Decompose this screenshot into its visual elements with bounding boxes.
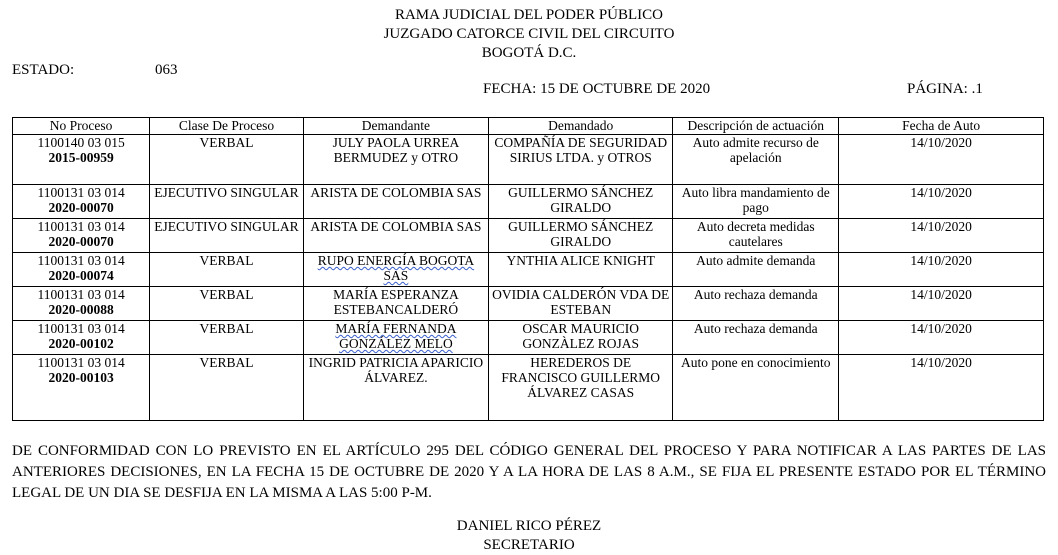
header-no-proceso: No Proceso [13,118,150,135]
header-line-1: RAMA JUDICIAL DEL PODER PÚBLICO [394,7,664,23]
proceso-cell [13,135,150,185]
signature-title: SECRETARIO [483,537,575,553]
table-row [13,355,1044,421]
demandado-cell: YNTHIA ALICE KNIGHT [489,253,673,287]
clase-cell: EJECUTIVO SINGULAR [150,185,304,219]
demandado-cell: OVIDIA CALDERÓN VDA DE ESTEBAN [489,287,673,321]
fecha-text: FECHA: 15 DE OCTUBRE DE 2020 [483,81,711,97]
demandante-cell: MARÍA ESPERANZA ESTEBANCALDERÓ [303,287,488,321]
signature-block [0,517,1058,555]
fecha-auto-cell: 14/10/2020 [839,355,1044,421]
header-descripcion: Descripción de actuación [673,118,839,135]
descripcion-cell: Auto admite recurso de apelación [673,135,839,185]
descripcion-cell: Auto decreta medidas cautelares [673,219,839,253]
fecha-auto-cell: 14/10/2020 [839,135,1044,185]
document-header [0,6,1058,63]
proceso-cell [13,253,150,287]
table-row [13,287,1044,321]
fecha-auto-cell: 14/10/2020 [839,253,1044,287]
header-fecha-auto: Fecha de Auto [839,118,1044,135]
proceso-number: 1100131 03 014 [37,355,125,370]
fecha-auto-cell: 14/10/2020 [839,219,1044,253]
fecha-auto-cell: 14/10/2020 [839,321,1044,355]
table-row [13,185,1044,219]
clase-cell: VERBAL [150,135,304,185]
proceso-radicado: 2020-00102 [48,336,114,351]
proceso-number: 1100140 03 015 [37,135,125,150]
proceso-number: 1100131 03 014 [37,185,125,200]
demandado-cell: GUILLERMO SÁNCHEZ GIRALDO [489,185,673,219]
header-demandado: Demandado [489,118,673,135]
demandado-cell: COMPAÑÍA DE SEGURIDAD SIRIUS LTDA. y OTROS [489,135,673,185]
demandante-cell: RUPO ENERGÍA BOGOTA SAS [303,253,488,287]
header-line-2: JUZGADO CATORCE CIVIL DEL CIRCUITO [383,26,675,42]
demandante-cell: ARISTA DE COLOMBIA SAS [303,185,488,219]
table-row [13,321,1044,355]
clase-cell: EJECUTIVO SINGULAR [150,219,304,253]
estado-number: 063 [155,62,178,78]
proceso-radicado: 2020-00074 [48,268,114,283]
proceso-cell [13,287,150,321]
fecha-auto-cell: 14/10/2020 [839,287,1044,321]
table-header-row [13,118,1044,135]
fecha-auto-cell: 14/10/2020 [839,185,1044,219]
table-row [13,219,1044,253]
demandado-cell: OSCAR MAURICIO GONZÀLEZ ROJAS [489,321,673,355]
pagina-text: PÁGINA: .1 [907,81,983,97]
proceso-cell [13,219,150,253]
proceso-radicado: 2020-00070 [48,234,114,249]
header-line-3: BOGOTÁ D.C. [481,45,577,61]
proceso-radicado: 2020-00103 [48,370,114,385]
descripcion-cell: Auto rechaza demanda [673,287,839,321]
proceso-cell [13,185,150,219]
clase-cell: VERBAL [150,355,304,421]
proceso-radicado: 2020-00088 [48,302,114,317]
signature-name: DANIEL RICO PÉREZ [456,518,602,534]
notification-paragraph: DE CONFORMIDAD CON LO PREVISTO EN EL ARTÍCULO 295 DEL CÓDIGO GENERAL DEL PROCESO Y PARA NOTIFICAR A LAS PARTES DE LAS ANTERIORES DECISIONES, EN LA FECHA 15 DE OCTUBRE DE 2020 Y A LA HORA DE LAS 8 A.M., SE FIJA EL PRESENTE ESTADO POR EL TÉRMINO LEGAL DE UN DIA SE DESFIJA EN LA MISMA A LAS 5:00 P-M. [12,443,1046,501]
descripcion-cell: Auto rechaza demanda [673,321,839,355]
demandado-cell: HEREDEROS DE FRANCISCO GUILLERMO ÁLVAREZ CASAS [489,355,673,421]
procesos-table [12,117,1044,421]
proceso-cell [13,355,150,421]
proceso-number: 1100131 03 014 [37,321,125,336]
demandante-cell: ARISTA DE COLOMBIA SAS [303,219,488,253]
proceso-cell [13,321,150,355]
header-clase-proceso: Clase De Proceso [150,118,304,135]
descripcion-cell: Auto libra mandamiento de pago [673,185,839,219]
clase-cell: VERBAL [150,321,304,355]
table-row [13,253,1044,287]
proceso-number: 1100131 03 014 [37,253,125,268]
proceso-number: 1100131 03 014 [37,287,125,302]
descripcion-cell: Auto admite demanda [673,253,839,287]
demandado-cell: GUILLERMO SÁNCHEZ GIRALDO [489,219,673,253]
table-row [13,135,1044,185]
demandante-cell: MARÍA FERNANDA GONZÁLEZ MELO [303,321,488,355]
demandante-cell: JULY PAOLA URREA BERMUDEZ y OTRO [303,135,488,185]
descripcion-cell: Auto pone en conocimiento [673,355,839,421]
estado-label: ESTADO: [12,62,75,78]
clase-cell: VERBAL [150,287,304,321]
demandante-cell: INGRID PATRICIA APARICIO ÁLVAREZ. [303,355,488,421]
header-demandante: Demandante [303,118,488,135]
proceso-radicado: 2015-00959 [48,150,114,165]
proceso-radicado: 2020-00070 [48,200,114,215]
proceso-number: 1100131 03 014 [37,219,125,234]
clase-cell: VERBAL [150,253,304,287]
